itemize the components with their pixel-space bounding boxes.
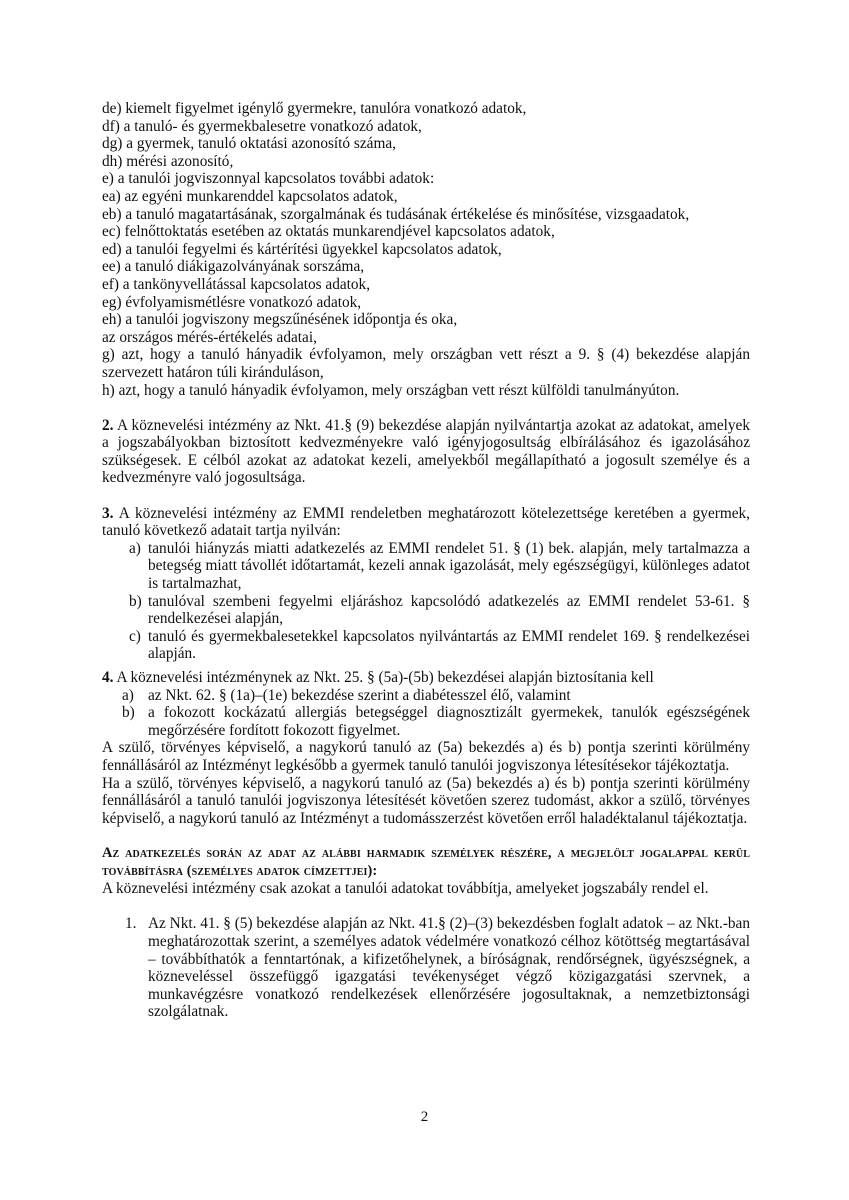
list-item: b) tanulóval szembeni fegyelmi eljáráshoz kapcsolódó adatkezelés az EMMI rendelet 53-61. § rendelkezései alapján, bbox=[129, 592, 750, 628]
list-item: a) tanulói hiányzás miatti adatkezelés az EMMI rendelet 51. § (1) bek. alapján, mely tartalmazza a betegség miatt távollét időtartamát, kezeli annak igazolását, mely egészségügyi, különleges adatot is tartalmazhat, bbox=[129, 539, 750, 593]
section-text: A köznevelési intézménynek az Nkt. 25. § (5a)-(5b) bekezdései alapján biztosítania kell bbox=[113, 669, 654, 686]
section-number: 2. bbox=[102, 416, 114, 434]
list-item: dh) mérési azonosító, bbox=[102, 152, 234, 170]
list-item: 1. Az Nkt. 41. § (5) bekezdése alapján az Nkt. 41.§ (2)–(3) bekezdésben foglalt adatok – az Nkt.-ban meghatározottak szerint, a személyes adatok védelmére vonatkozó célhoz kötöttség megtartásával – továbbíthatók a fenntartónak, a kifizetőhelynek, a bíróságnak, rendőrségnek, ügyészségnek, a közneveléssel összefüggő igazgatási tevékenységet végző közigazgatási szervnek, a munkavégzésre vonatkozó rendelkezések ellenőrzésére jogosultaknak, a nemzetbiztonsági szolgálatnak. bbox=[125, 915, 750, 1021]
list-item: eh) a tanulói jogviszony megszűnésének időpontja és oka, bbox=[102, 311, 458, 329]
list-item: ed) a tanulói fegyelmi és kártérítési ügyekkel kapcsolatos adatok, bbox=[102, 240, 502, 258]
list-item: ea) az egyéni munkarenddel kapcsolatos adatok, bbox=[102, 187, 398, 205]
section-number: 4. bbox=[102, 669, 114, 686]
section-3 bbox=[102, 505, 750, 540]
list-item: az országos mérés-értékelés adatai, bbox=[102, 328, 317, 346]
list-item: e) a tanulói jogviszonnyal kapcsolatos további adatok: bbox=[102, 170, 435, 188]
list-item: df) a tanuló- és gyermekbalesetre vonatkozó adatok, bbox=[102, 117, 422, 135]
section-text: A köznevelési intézmény az EMMI rendeletben meghatározott kötelezettsége keretében a gyermek, tanuló következő adatait tartja nyilván: bbox=[102, 504, 750, 540]
section-heading: Az adatkezelés során az adat az alábbi harmadik személyek részére, a megjelölt jogalappal kerül továbbításra (személyes adatok címzettjei): bbox=[102, 844, 750, 879]
section-text: A köznevelési intézmény az Nkt. 41.§ (9) bekezdése alapján nyilvántartja azokat az adatokat, amelyek a jogszabályokban biztosított kedvezményekre való igényjogosultság elbírálásához és igazolásához szükségesek. E célból azokat az adatokat kezeli, amelyekből megállapítható a jogosult személye és a kedvezményre való jogosultsága. bbox=[102, 416, 750, 487]
list-item: ef) a tankönyvellátással kapcsolatos adatok, bbox=[102, 275, 371, 293]
list-item: ee) a tanuló diákigazolványának sorszáma, bbox=[102, 258, 365, 276]
section-4-list bbox=[102, 687, 750, 740]
section-2 bbox=[102, 417, 750, 487]
list-item: dg) a gyermek, tanuló oktatási azonosító száma, bbox=[102, 135, 396, 153]
list-item: a) az Nkt. 62. § (1a)–(1e) bekezdése szerint a diabétesszel élő, valamint bbox=[122, 686, 571, 704]
document-body bbox=[102, 100, 750, 1021]
list-item-h: h) azt, hogy a tanuló hányadik évfolyamon, mely országban vett részt külföldi tanulmányúton. bbox=[102, 381, 680, 399]
section-number: 3. bbox=[102, 504, 114, 522]
list-items-d-e bbox=[102, 100, 750, 346]
list-item: b) a fokozott kockázatú allergiás betegséggel diagnosztizált gyermekek, tanulók egészségének megőrzésére fordított fokozott figyelmet. bbox=[122, 704, 750, 739]
list-item: c) tanuló és gyermekbalesetekkel kapcsolatos nyilvántartás az EMMI rendelet 169. § rendelkezései alapján. bbox=[129, 627, 750, 663]
list-item-g: g) azt, hogy a tanuló hányadik évfolyamon, mely országban vett részt a 9. § (4) bekezdése alapján szervezett határon túli kiránduláson, bbox=[102, 346, 750, 381]
list-item: eg) évfolyamismétlésre vonatkozó adatok, bbox=[102, 293, 362, 311]
heading-subtext: A köznevelési intézmény csak azokat a tanulói adatokat továbbítja, amelyeket jogszabály rendel el. bbox=[102, 880, 709, 898]
section-4 bbox=[102, 669, 750, 687]
list-item: eb) a tanuló magatartásának, szorgalmának és tudásának értékelése és minősítése, vizsgaadatok, bbox=[102, 205, 690, 223]
list-item: de) kiemelt figyelmet igénylő gyermekre, tanulóra vonatkozó adatok, bbox=[102, 100, 527, 117]
section-3-list bbox=[102, 540, 750, 663]
list-item: ec) felnőttoktatás esetében az oktatás munkarendjével kapcsolatos adatok, bbox=[102, 223, 555, 241]
section-4-paragraph: Ha a szülő, törvényes képviselő, a nagykorú tanuló az (5a) bekezdés a) és b) pontja szerinti körülmény fennállásáról a tanuló tanulói jogviszonya létesítését követően szerez tudomást, akkor a szülő, törvényes képviselő, a nagykorú tanuló az Intézményt a tudomásszerzést követően erről haladéktalanul tájékoztatja. bbox=[102, 774, 750, 827]
recipients-list bbox=[102, 915, 750, 1021]
section-4-paragraph: A szülő, törvényes képviselő, a nagykorú tanuló az (5a) bekezdés a) és b) pontja szerinti körülmény fennállásáról az Intézményt legkésőbb a gyermek tanuló tanulói jogviszonya létesítésekor tájékoztatja. bbox=[102, 739, 750, 774]
page-number: 2 bbox=[420, 1109, 429, 1125]
